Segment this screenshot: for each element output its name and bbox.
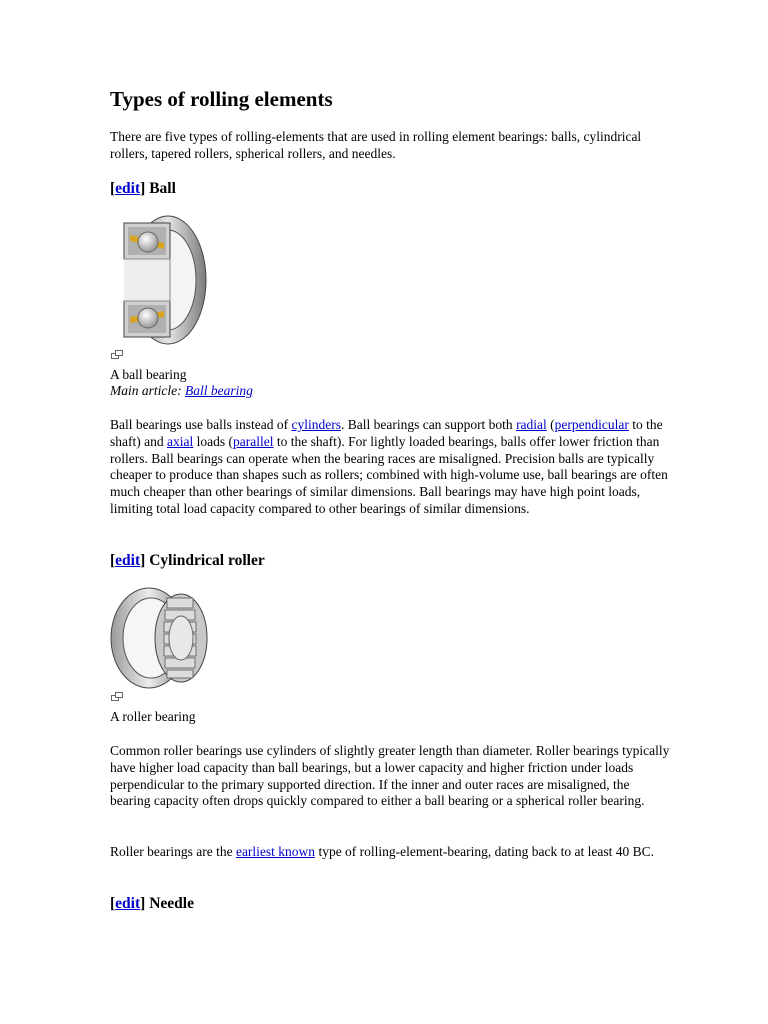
heading-text-cylindrical: Cylindrical roller (149, 552, 265, 569)
enlarge-icon[interactable] (111, 350, 123, 359)
edit-link-ball[interactable]: edit (115, 180, 141, 197)
image-caption-roller: A roller bearing (110, 709, 196, 724)
link-axial[interactable]: axial (166, 433, 194, 449)
cylindrical-paragraph-1: Common roller bearings use cylinders of slightly greater length than diameter. Roller bearings typically have higher load capacity than ball bearings, but a lower capacity and higher friction under loads perpendicular to the primary supported direction. If the inner and outer races are misaligned, the bearing capacity often drops quickly compared to either a ball bearing or a spherical roller bearing. (110, 743, 670, 809)
main-article-label: Main article: (110, 383, 182, 398)
link-perpendicular[interactable]: perpendicular (554, 417, 629, 432)
ball-bearing-image[interactable] (110, 213, 208, 347)
section-heading-needle: [edit] Needle (110, 895, 194, 912)
page-title: Types of rolling elements (110, 87, 333, 111)
edit-link-cylindrical[interactable]: edit (115, 552, 141, 569)
intro-paragraph: There are five types of rolling-elements that are used in rolling element bearings: balls, cylindrical rollers, tapered rollers, spherical rollers, and needles. (110, 129, 642, 161)
link-radial[interactable]: radial (516, 417, 547, 432)
heading-text-ball: Ball (149, 180, 176, 197)
roller-bearing-image[interactable] (109, 586, 209, 690)
link-parallel[interactable]: parallel (232, 433, 274, 449)
edit-link-needle[interactable]: edit (115, 895, 141, 912)
heading-text-needle: Needle (149, 895, 194, 912)
enlarge-icon[interactable] (111, 692, 123, 701)
image-caption-ball: A ball bearing (110, 367, 187, 382)
cylindrical-paragraph-2: Roller bearings are the earliest known type of rolling-element-bearing, dating back to at least 40 BC. (110, 844, 654, 859)
link-earliest-known[interactable]: earliest known (235, 844, 316, 859)
section-heading-cylindrical: [edit] Cylindrical roller (110, 552, 265, 569)
link-cylinders[interactable]: cylinders (291, 417, 341, 432)
main-article-note (110, 383, 253, 400)
main-article-link[interactable]: Ball bearing (184, 383, 253, 398)
section-heading-ball: [edit] Ball (110, 180, 176, 197)
ball-paragraph: Ball bearings use balls instead of cylinders. Ball bearings can support both radial (perpendicular to the shaft) and axial loads (parallel to the shaft). For lightly loaded bearings, balls offer lower friction than rollers. Ball bearings can operate when the bearing races are misaligned. Precision balls are typically cheaper to produce than shapes such as rollers; combined with high-volume use, ball bearings are often much cheaper than other bearings of similar dimensions. Ball bearings may have high point loads, limiting total load capacity compared to other bearings of similar dimensions. (110, 417, 668, 516)
